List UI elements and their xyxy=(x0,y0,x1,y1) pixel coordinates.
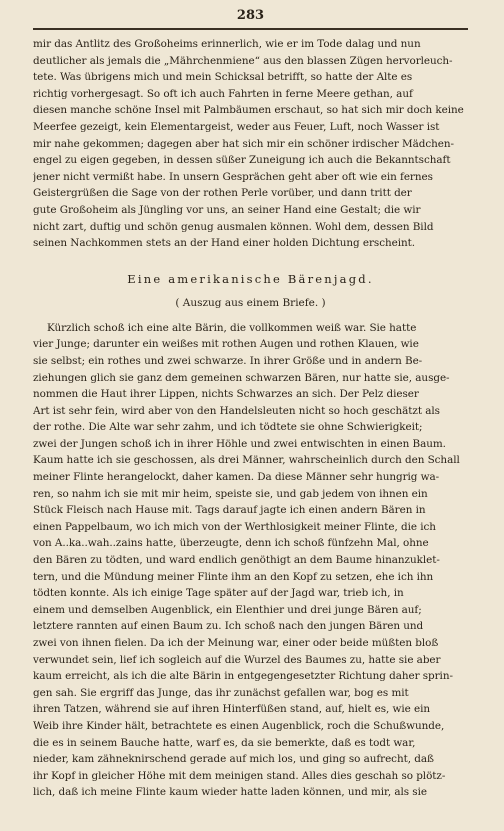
text-line: Stück Fleisch nach Hause mit. Tags darauf jagte ich einen andern Bären in xyxy=(33,504,426,517)
text-line: meiner Flinte herangelockt, daher kamen. Da diese Männer sehr hungrig wa- xyxy=(33,471,440,484)
text-line: Meerfee gezeigt, kein Elementargeist, weder aus Feuer, Luft, noch Wasser ist xyxy=(33,120,440,133)
text-line: seinen Nachkommen stets an der Hand einer holden Dichtung erscheint. xyxy=(33,237,416,250)
text-line: Geistergrüßen die Sage von der rothen Perle vorüber, und dann tritt der xyxy=(33,187,412,200)
text-line: den Bären zu tödten, und ward endlich genöthigt an dem Baume hinanzuklet- xyxy=(33,554,440,567)
text-line: sie selbst; ein rothes und zwei schwarze. In ihrer Größe und in andern Be- xyxy=(33,354,423,367)
text-line: tete. Was übrigens mich und mein Schicksal betrifft, so hatte der Alte es xyxy=(33,71,413,84)
text-line: zwei von ihnen fielen. Da ich der Meinung war, einer oder beide müßten bloß xyxy=(33,637,439,649)
text-line: der rothe. Die Alte war sehr zahm, und ich tödtete sie ohne Schwierigkeit; xyxy=(33,421,423,434)
paragraph-story-ending xyxy=(33,36,468,252)
text-line: vier Junge; darunter ein weißes mit rothen Augen und rothen Klauen, wie xyxy=(33,338,419,351)
page-number: 283 xyxy=(236,8,265,23)
text-line: lich, daß ich meine Flinte kaum wieder hatte laden können, und mir, als sie xyxy=(33,786,427,799)
text-line: Kaum hatte ich sie geschossen, als drei Männer, wahrscheinlich durch den Schall xyxy=(33,454,460,467)
text-line: tödten konnte. Als ich einige Tage später auf der Jagd war, trieb ich, in xyxy=(33,587,404,600)
text-line: ren, so nahm ich sie mit mir heim, speiste sie, und gab jedem von ihnen ein xyxy=(33,487,428,500)
text-line: jener nicht vermißt habe. In unsern Gesprächen geht aber oft wie ein fernes xyxy=(33,170,433,183)
text-line: gen sah. Sie ergriff das Junge, das ihr zunächst gefallen war, bog es mit xyxy=(33,686,409,699)
text-line: Kürzlich schoß ich eine alte Bärin, die vollkommen weiß war. Sie hatte xyxy=(47,321,417,334)
text-line: Weib ihre Kinder hält, betrachtete es einen Augenblick, roch die Schußwunde, xyxy=(33,719,445,732)
text-line: zwei der Jungen schoß ich in ihrer Höhle und zwei entwischten in einen Baum. xyxy=(33,437,446,450)
text-line: gute Großoheim als Jüngling vor uns, an seiner Hand eine Gestalt; die wir xyxy=(33,203,421,216)
text-line: tern, und die Mündung meiner Flinte ihm an den Kopf zu setzen, ehe ich ihn xyxy=(33,570,434,583)
text-line: diesen manche schöne Insel mit Palmbäumen erschaut, so hat sich mir doch keine xyxy=(33,104,464,117)
text-line: letztere rannten auf einen Baum zu. Ich schoß nach den jungen Bären und xyxy=(33,620,424,633)
paragraph-bear-hunt xyxy=(33,320,468,801)
text-line: Art ist sehr fein, wird aber von den Handelsleuten nicht so hoch geschätzt als xyxy=(33,404,440,417)
text-line: ziehungen glich sie ganz dem gemeinen schwarzen Bären, nur hatte sie, ausge- xyxy=(33,371,450,384)
text-line: nicht zart, duftig und schön genug ausmalen können. Wohl dem, dessen Bild xyxy=(33,220,434,233)
text-line: von A..ka..wah..zains hatte, überzeugte, denn ich schoß fünfzehn Mal, ohne xyxy=(33,537,429,550)
text-line: die es in seinem Bauche hatte, warf es, da sie bemerkte, daß es todt war, xyxy=(33,736,416,749)
section-gap xyxy=(33,252,468,270)
header-rule xyxy=(33,28,468,30)
text-line: verwundet sein, lief ich sogleich auf die Wurzel des Baumes zu, hatte sie aber xyxy=(33,653,441,666)
text-line: einem und demselben Augenblick, ein Elenthier und drei junge Bären auf; xyxy=(33,603,422,616)
text-line: ihr Kopf in gleicher Höhe mit dem meinigen stand. Alles dies geschah so plötz- xyxy=(33,769,446,782)
text-line: nommen die Haut ihrer Lippen, nichts Schwarzes an sich. Der Pelz dieser xyxy=(33,388,419,401)
text-line: mir nahe gekommen; dagegen aber hat sich mir ein schöner irdischer Mädchen- xyxy=(33,137,454,150)
text-line: kaum erreicht, als ich die alte Bärin in entgegengesetzter Richtung daher sprin- xyxy=(33,670,453,683)
article-title: Eine amerikanische Bärenjagd. xyxy=(127,271,374,286)
text-line: ihren Tatzen, während sie auf ihren Hinterfüßen stand, auf, hielt es, wie ein xyxy=(33,703,431,716)
text-line: engel zu eigen gegeben, in dessen süßer Zuneigung ich auch die Bekanntschaft xyxy=(33,154,451,167)
text-line: mir das Antlitz des Großoheims erinnerlich, wie er im Tode dalag und nun xyxy=(33,38,421,50)
text-line: einen Pappelbaum, wo ich mich von der Werthlosigkeit meiner Flinte, die ich xyxy=(33,520,436,533)
article-subtitle: ( Auszug aus einem Briefe. ) xyxy=(175,296,326,309)
text-line: deutlicher als jemals die „Mährchenmiene“ aus den blassen Zügen hervorleuch- xyxy=(33,54,453,67)
text-line: richtig vorhergesagt. So oft ich auch Fahrten in ferne Meere gethan, auf xyxy=(33,87,413,100)
text-line: nieder, kam zähneknirschend gerade auf mich los, und ging so aufrecht, daß xyxy=(33,753,434,766)
